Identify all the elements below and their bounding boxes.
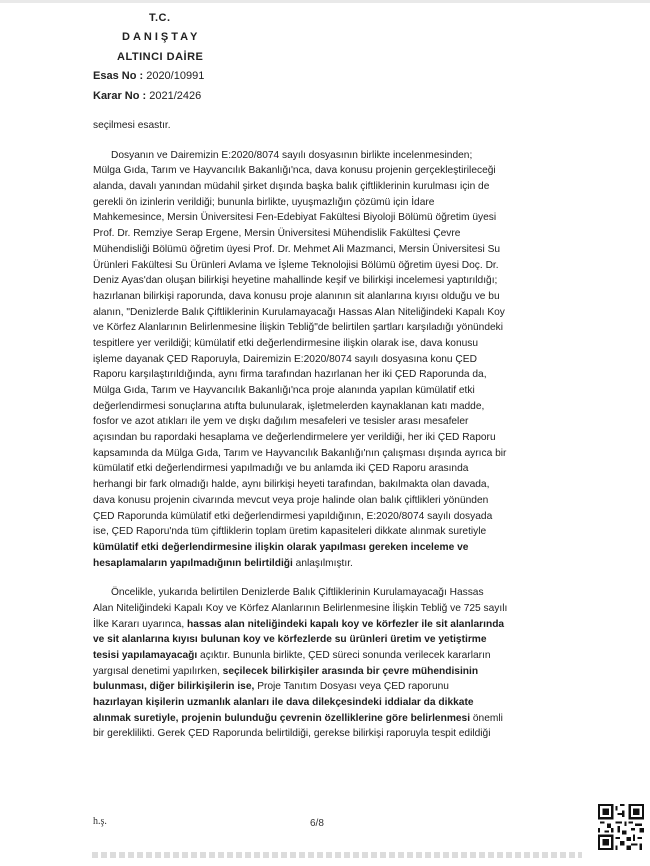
text-line bbox=[93, 336, 577, 352]
text-segment: Mülga Gıda, Tarım ve Hayvancılık Bakanlığı'nca proje alanında yapılan kümülatif etki bbox=[93, 385, 475, 396]
text-line bbox=[93, 383, 577, 399]
text-segment: Raporu karşılaştırıldığında, aynı firma tarafından hazırlanan her iki ÇED Raporunda da, bbox=[93, 369, 487, 381]
text-line bbox=[93, 446, 577, 462]
bold-text-segment: bulunması, diğer bilirkişilerin ise, bbox=[93, 681, 255, 693]
text-line bbox=[93, 585, 577, 601]
text-line bbox=[93, 664, 577, 680]
text-segment: Prof. Dr. Remziye Serap Ergene, Mersin Üniversitesi Mühendislik Fakültesi Çevre bbox=[93, 228, 461, 240]
text-line bbox=[93, 540, 577, 556]
text-line bbox=[93, 226, 577, 242]
text-line bbox=[93, 367, 577, 383]
text-segment: Alan Niteliğindeki Kapalı Koy ve Körfez Alanlarının Belirlenmesine İlişkin Tebliğ ve 725 sayılı bbox=[93, 602, 508, 614]
text-line bbox=[93, 163, 577, 179]
karar-number-row bbox=[93, 90, 201, 102]
text-line bbox=[93, 320, 577, 336]
text-line bbox=[93, 632, 577, 648]
text-segment: ise, ÇED Raporu'nda tüm çiftliklerin toplam üretim kapasiteleri dikkate alınmak suretiyle bbox=[93, 526, 487, 538]
header-country: T.C. bbox=[149, 12, 171, 24]
bold-text-segment: seçilecek bilirkişiler arasında bir çevre mühendisinin bbox=[222, 665, 479, 677]
bold-text-segment: hesaplamaların yapılmadığının belirtildiği bbox=[93, 557, 293, 569]
paragraph-gap bbox=[93, 134, 577, 148]
text-line bbox=[93, 210, 577, 226]
text-segment: yargısal denetimi yapılırken, bbox=[93, 665, 223, 677]
footer-initials: h.ş. bbox=[93, 816, 107, 827]
bold-text-segment: alınmak suretiyle, projenin bulunduğu çevrenin özelliklerine göre belirlenmesi bbox=[93, 712, 471, 724]
text-segment: hazırlanan bilirkişi raporunda, dava konusu proje alanının sit alanlarına kıyısı olduğu ve bu bbox=[93, 290, 500, 302]
text-segment: Mahkemesince, Mersin Üniversitesi Fen-Edebiyat Fakültesi Biyoloji Bölümü öğretim üyesi bbox=[93, 212, 497, 224]
text-segment: Ürünleri Fakültesi Su Ürünleri Avlama ve İşleme Teknolojisi Bölümü öğretim üyesi Doç. Dr. bbox=[93, 259, 499, 271]
header-department: ALTINCI DAİRE bbox=[117, 51, 204, 63]
text-segment: tespitlere yer verildiği; kümülatif etki değerlendirmesine ilişkin olarak ise, dava konusu bbox=[93, 337, 479, 349]
text-segment: dava konusu projenin civarında mevcut veya proje halinde olan balık çiftlikleri yönünden bbox=[93, 494, 489, 506]
text-line bbox=[93, 258, 577, 274]
text-segment: Dosyanın ve Dairemizin E:2020/8074 sayılı dosyasının birlikte incelenmesinden; bbox=[111, 149, 473, 161]
text-line bbox=[93, 414, 577, 430]
karar-value: 2021/2426 bbox=[149, 90, 202, 102]
text-segment: değerlendirmesi sonuçlarına atıfta bulunularak, işletmelerden kaynaklanan katı madde, bbox=[93, 400, 485, 412]
text-segment: fosfor ve azot atıkları ile yem ve dışkı dağılım mesafeleri ve tesisler arası mesafeler bbox=[93, 416, 469, 428]
text-line bbox=[93, 430, 577, 446]
bottom-verification-strip bbox=[92, 852, 582, 858]
text-line bbox=[93, 179, 577, 195]
text-line bbox=[93, 289, 577, 305]
text-segment: ÇED Raporunda kümülatif etki değerlendirmesi yapıldığının, E:2020/8074 sayılı dosyada bbox=[93, 510, 493, 522]
text-segment: seçilmesi esastır. bbox=[93, 120, 171, 131]
text-line bbox=[93, 148, 577, 164]
text-segment: Mülga Gıda, Tarım ve Hayvancılık Bakanlığı'nca, dava konusu projenin gerçekleştirileceği bbox=[93, 165, 496, 177]
text-segment: işleme dayanak ÇED Raporuyla, Dairemizin E:2020/8074 sayılı dosyasına konu ÇED bbox=[93, 353, 477, 365]
bold-text-segment: tesisi yapılamayacağı bbox=[93, 650, 198, 661]
text-line bbox=[93, 524, 577, 540]
paragraph-gap bbox=[93, 571, 577, 585]
text-line bbox=[93, 477, 577, 493]
text-line bbox=[93, 556, 577, 572]
text-line bbox=[93, 695, 577, 711]
bold-text-segment: ve sit alanlarına kıyısı bulunan koy ve körfezlerde su ürünleri üretim ve yetiştirme bbox=[93, 634, 487, 646]
text-line bbox=[93, 648, 577, 664]
text-line bbox=[93, 509, 577, 525]
text-line bbox=[93, 711, 577, 727]
text-segment: Mühendisliği Bölümü öğretim üyesi Prof. Dr. Mehmet Ali Mazmanci, Mersin Üniversitesi Su bbox=[93, 243, 501, 255]
text-line bbox=[93, 273, 577, 289]
text-line bbox=[93, 195, 577, 211]
text-segment: alanda, davalı yanından müdahil şirket dışında başka balık çiftliklerinin kurulması için de bbox=[93, 181, 490, 193]
text-segment: herhangi bir fark olmadığı halde, aynı bilirkişi heyeti tarafından, bakılmakta olan davada, bbox=[93, 479, 490, 491]
decision-body-text bbox=[93, 118, 577, 742]
text-segment: alanın, "Denizlerde Balık Çiftliklerinin Kurulamayacağı Hassas Alan Niteliğindeki Kapalı Koy bbox=[93, 306, 505, 318]
text-line bbox=[93, 726, 577, 742]
qr-code-icon bbox=[598, 804, 644, 850]
text-segment: ve Körfez Alanlarının Belirlenmesine İlişkin Tebliğ"de belirtilen şartları karşıladığı yönündeki bbox=[93, 322, 504, 334]
document-header bbox=[0, 0, 650, 110]
text-segment: önemli bbox=[470, 712, 503, 724]
text-segment: İlke Kararı uyarınca, bbox=[93, 618, 187, 630]
text-segment: bir gereklilikti. Gerek ÇED Raporunda belirtildiği, gerekse bilirkişi raporuyla tespit edildiği bbox=[93, 728, 491, 740]
text-segment: kapsamında da Mülga Gıda, Tarım ve Hayvancılık Bakanlığı'nın çalışması dışında ayrıca bir bbox=[93, 447, 507, 459]
text-line bbox=[93, 461, 577, 477]
text-line bbox=[93, 118, 577, 134]
text-segment: gerekli ön izinlerin verildiği; bununla birlikte, uyuşmazlığın çözümü için İdare bbox=[93, 196, 435, 208]
karar-label: Karar No : bbox=[93, 90, 147, 102]
text-line bbox=[93, 601, 577, 617]
esas-value: 2020/10991 bbox=[146, 70, 205, 82]
text-segment: açısından bu rapordaki hesaplama ve değerlendirmelere yer verildiği, her iki ÇED Raporu bbox=[93, 432, 496, 444]
header-court-name: DANIŞTAY bbox=[122, 31, 201, 43]
text-line bbox=[93, 679, 577, 695]
text-segment: açıktır. Bununla birlikte, ÇED süreci sonunda verilecek kararların bbox=[197, 650, 491, 661]
bold-text-segment: kümülatif etki değerlendirmesine ilişkin olarak yapılması gereken inceleme ve bbox=[93, 541, 469, 553]
esas-label: Esas No : bbox=[93, 70, 144, 82]
text-line bbox=[93, 305, 577, 321]
page-number: 6/8 bbox=[310, 818, 324, 829]
bold-text-segment: hazırlayan kişilerin uzmanlık alanları ile dava dilekçesindeki iddialar da dikkate bbox=[93, 697, 474, 709]
text-line bbox=[93, 493, 577, 509]
text-line bbox=[93, 617, 577, 633]
text-line bbox=[93, 352, 577, 368]
bold-text-segment: hassas alan niteliğindeki kapalı koy ve körfezler ile sit alanlarında bbox=[187, 618, 505, 630]
esas-number-row bbox=[93, 70, 204, 82]
text-line bbox=[93, 242, 577, 258]
text-line bbox=[93, 399, 577, 415]
text-segment: Proje Tanıtım Dosyası veya ÇED raporunu bbox=[254, 681, 449, 693]
text-segment: Öncelikle, yukarıda belirtilen Denizlerde Balık Çiftliklerinin Kurulamayacağı Hassas bbox=[111, 587, 484, 599]
text-segment: kümülatif etki değerlendirmesi yapılmadığı ve bu anlamda iki ÇED Raporu arasında bbox=[93, 463, 469, 475]
text-segment: anlaşılmıştır. bbox=[292, 557, 353, 569]
text-segment: Deniz Ayas'dan oluşan bilirkişi heyetine mahallinde keşif ve bilirkişi incelemesi yaptırıldığı; bbox=[93, 275, 498, 287]
